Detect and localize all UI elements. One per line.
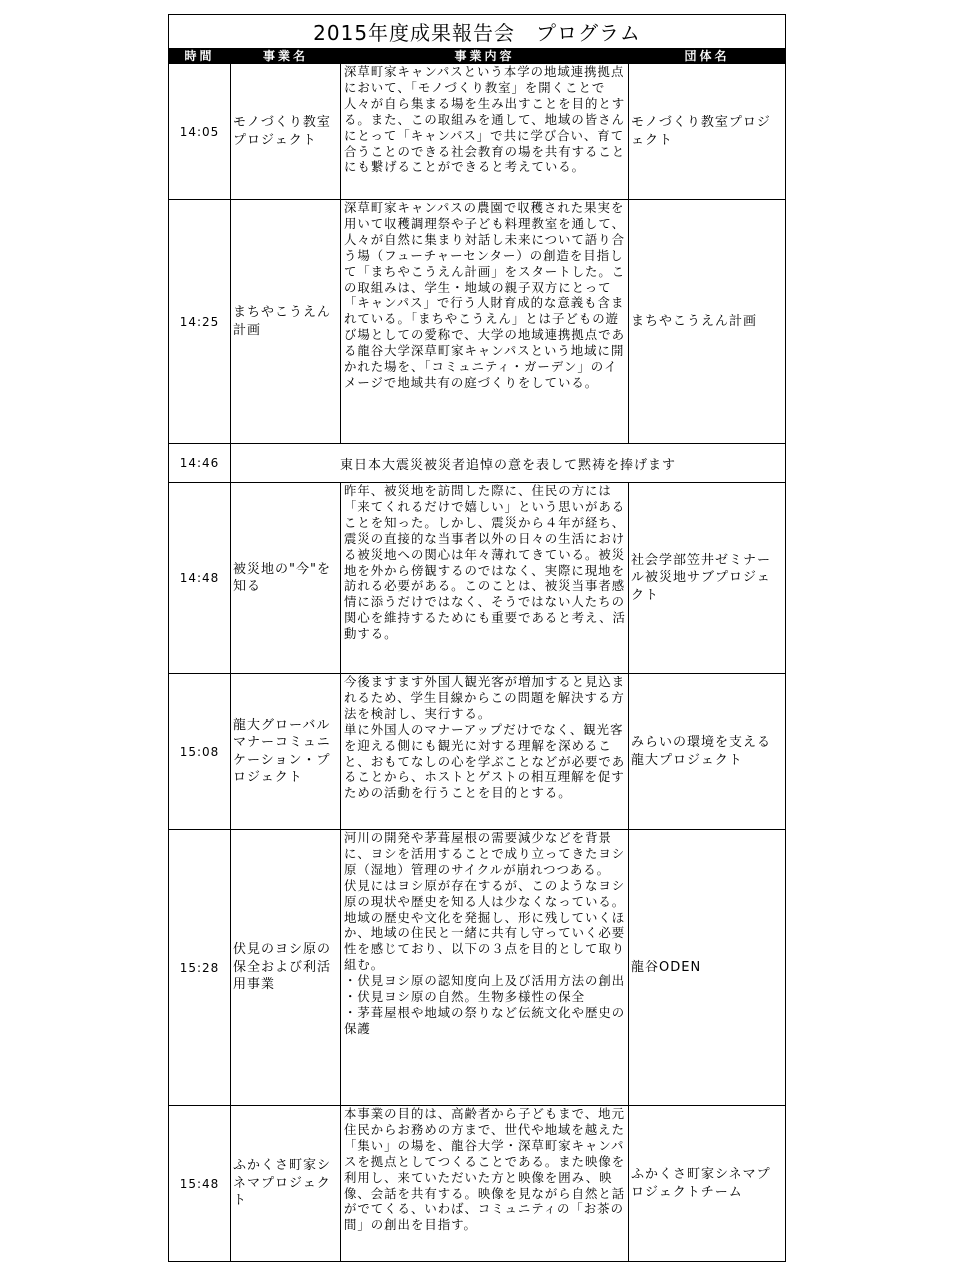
row-project: 伏見のヨシ原の保全および利活用事業 <box>231 830 341 1106</box>
row-project: まちやこうえん計画 <box>231 200 341 444</box>
table-row <box>169 483 786 674</box>
row-content: 今後ますます外国人観光客が増加すると見込まれるため、学生目線からこの問題を解決する方法を検討し、実行する。 単に外国人のマナーアップだけでなく、観光客を迎える側にも観光に対する理解を深めること、おもてなしの心を学ぶことなどが必要であることから、ホストとゲストの相互理解を促すための活動を行うことを目的とする。 <box>341 674 629 830</box>
table-header-row <box>169 49 786 64</box>
row-group: 社会学部笠井ゼミナール被災地サブプロジェクト <box>629 483 786 674</box>
memorial-time: 14:46 <box>169 444 231 483</box>
row-project: 被災地の"今"を知る <box>231 483 341 674</box>
row-group: まちやこうえん計画 <box>629 200 786 444</box>
row-content: 深草町家キャンパスの農園で収穫された果実を用いて収穫調理祭や子ども料理教室を通して、人々が自然に集まり対話し未来について語り合う場（フューチャーセンター）の創造を目指して「まちやこうえん計画」をスタートした。この取組みは、学生・地域の親子双方にとって「キャンパス」で行う人財育成的な意義も含まれている。「まちやこうえん」とは子どもの遊び場としての愛称で、大学の地域連携拠点である龍谷大学深草町家キャンパスという地域に開かれた場を、「コミュニティ・ガーデン」のイメージで地域共有の庭づくりをしている。 <box>341 200 629 444</box>
row-content: 深草町家キャンパスという本学の地域連携拠点において、「モノづくり教室」を開くことで人々が自ら集まる場を生み出すことを目的とする。また、この取組みを通して、地域の皆さんにとって「キャンパス」で共に学び合い、育て合うことのできる社会教育の場を共有することにも繋げることができると考えている。 <box>341 64 629 200</box>
row-group: 龍谷ODEN <box>629 830 786 1106</box>
memorial-row <box>169 444 786 483</box>
header-time: 時間 <box>169 49 231 64</box>
row-content: 河川の開発や茅葺屋根の需要減少などを背景に、ヨシを活用することで成り立ってきたヨシ原（湿地）管理のサイクルが崩れつつある。 伏見にはヨシ原が存在するが、このようなヨシ原の現状や歴史を知る人は少なくなっている。地域の歴史や文化を発掘し、形に残していくほか、地域の住民と一緒に共有し守っていく必要性を感じており、以下の３点を目的として取り組む。 ・伏見ヨシ原の認知度向上及び活用方法の創出 ・伏見ヨシ原の自然。生物多様性の保全 ・茅葺屋根や地域の祭りなど伝統文化や歴史の保護 <box>341 830 629 1106</box>
row-time: 15:08 <box>169 674 231 830</box>
row-time: 15:28 <box>169 830 231 1106</box>
row-time: 15:48 <box>169 1106 231 1262</box>
page-title: 2015年度成果報告会 プログラム <box>169 15 786 49</box>
row-time: 14:25 <box>169 200 231 444</box>
header-group: 団体名 <box>629 49 786 64</box>
table-row <box>169 64 786 200</box>
row-project: ふかくさ町家シネマプロジェクト <box>231 1106 341 1262</box>
program-table <box>168 14 786 1262</box>
row-group: ふかくさ町家シネマプロジェクトチーム <box>629 1106 786 1262</box>
table-row <box>169 674 786 830</box>
header-project: 事業名 <box>231 49 341 64</box>
row-time: 14:48 <box>169 483 231 674</box>
row-project: 龍大グローバルマナーコミュニケーション・プロジェクト <box>231 674 341 830</box>
row-project: モノづくり教室プロジェクト <box>231 64 341 200</box>
row-group: モノづくり教室プロジェクト <box>629 64 786 200</box>
row-group: みらいの環境を支える龍大プロジェクト <box>629 674 786 830</box>
row-content: 本事業の目的は、高齢者から子どもまで、地元住民からお務めの方まで、世代や地域を越えた「集い」の場を、龍谷大学・深草町家キャンパスを拠点としてつくることである。また映像を利用し、来ていただいた方と映像を囲み、映像、会話を共有する。映像を見ながら自然と話がでてくる、いわば、コミュニティの「お茶の間」の創出を目指す。 <box>341 1106 629 1262</box>
table-row <box>169 1106 786 1262</box>
memorial-text: 東日本大震災被災者追悼の意を表して黙祷を捧げます <box>231 444 786 483</box>
header-content: 事業内容 <box>341 49 629 64</box>
table-row <box>169 200 786 444</box>
table-row <box>169 830 786 1106</box>
row-time: 14:05 <box>169 64 231 200</box>
row-content: 昨年、被災地を訪問した際に、住民の方には「来てくれるだけで嬉しい」という思いがあることを知った。しかし、震災から４年が経ち、震災の直接的な当事者以外の日々の生活における被災地への関心は年々薄れてきている。被災地を外から傍観するのではなく、実際に現地を訪れる必要がある。このことは、被災当事者感情に添うだけではなく、そうではない人たちの関心を維持するためにも重要であると考え、活動する。 <box>341 483 629 674</box>
